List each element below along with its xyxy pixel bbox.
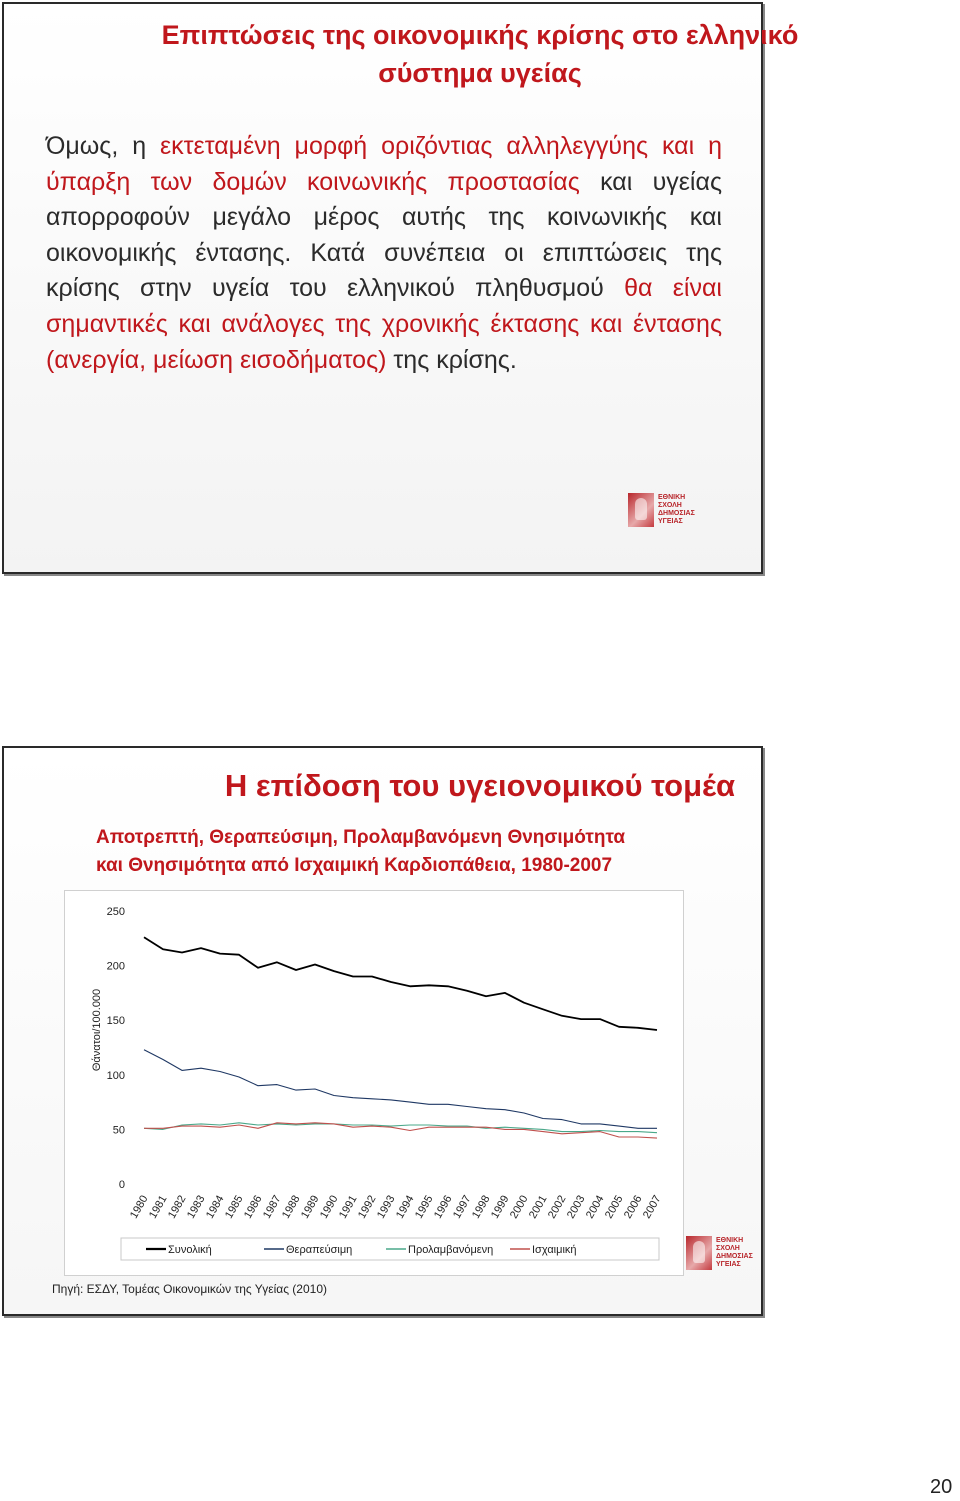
slide1-title: Επιπτώσεις της οικονομικής κρίσης στο ελληνικό σύστημα υγείας bbox=[161, 20, 799, 88]
school-logo bbox=[628, 493, 695, 527]
logo-line: ΣΧΟΛΗ bbox=[658, 502, 682, 509]
logo-line: ΕΘΝΙΚΗ bbox=[716, 1237, 744, 1244]
x-tick-label: 1999 bbox=[488, 1193, 512, 1221]
paragraph-span: θα είναι σημαντικές και ανάλογες της χρονικής έκτασης και έντασης (ανεργία, μείωση εισοδήματος) bbox=[46, 274, 722, 374]
y-tick-label: 100 bbox=[106, 1069, 125, 1082]
x-tick-label: 1983 bbox=[184, 1193, 208, 1221]
logo-line: ΔΗΜΟΣΙΑΣ bbox=[716, 1253, 753, 1260]
legend-label: Συνολική bbox=[168, 1244, 212, 1256]
logo-line: ΣΧΟΛΗ bbox=[716, 1245, 740, 1252]
x-tick-label: 2000 bbox=[507, 1193, 531, 1221]
x-tick-label: 2001 bbox=[526, 1193, 550, 1221]
x-tick-label: 1992 bbox=[355, 1193, 379, 1221]
x-tick-label: 1996 bbox=[431, 1193, 455, 1221]
x-tick-label: 1998 bbox=[469, 1193, 493, 1221]
legend-label: Προλαμβανόμενη bbox=[408, 1244, 494, 1256]
logo-line: ΕΘΝΙΚΗ bbox=[658, 494, 686, 501]
paragraph-span: εκτεταμένη μορφή οριζόντιας αλληλεγγύης και η ύπαρξη των δομών κοινωνικής προστασίας bbox=[46, 132, 722, 196]
logo-text bbox=[716, 1237, 753, 1269]
y-tick-label: 200 bbox=[106, 960, 125, 973]
x-tick-label: 1982 bbox=[165, 1193, 189, 1221]
x-tick-label: 1984 bbox=[203, 1193, 227, 1221]
logo-line: ΥΓΕΙΑΣ bbox=[658, 518, 683, 525]
x-tick-label: 2002 bbox=[545, 1193, 569, 1221]
source-note: Πηγή: ΕΣΔΥ, Τομέας Οικονομικών της Υγείας (2010) bbox=[52, 1282, 327, 1296]
x-tick-label: 1986 bbox=[241, 1193, 265, 1221]
slide2-subtitle: Αποτρεπτή, Θεραπεύσιμη, Προλαμβανόμενη Θνησιμότητα και Θνησιμότητα από Ισχαιμική Καρδιοπάθεια, 1980-2007 bbox=[96, 827, 626, 876]
logo-mark-icon bbox=[628, 493, 654, 527]
x-tick-label: 1990 bbox=[317, 1193, 341, 1221]
x-tick-label: 2007 bbox=[640, 1193, 664, 1221]
legend-label: Θεραπεύσιμη bbox=[286, 1244, 353, 1256]
x-tick-label: 1989 bbox=[298, 1193, 322, 1221]
x-tick-label: 1985 bbox=[222, 1193, 246, 1221]
x-tick-label: 2004 bbox=[583, 1193, 607, 1221]
paragraph-span: και υγείας απορροφούν μεγάλο μέρος αυτής της κοινωνικής και οικονομικής έντασης. Κατά συνέπεια οι επιπτώσεις της κρίσης στην υγεία του ελληνικού πληθυσμού bbox=[46, 167, 722, 303]
y-axis-label: Θάνατοι/100.000 bbox=[91, 988, 103, 1072]
x-tick-label: 1987 bbox=[260, 1193, 284, 1221]
mortality-line-chart bbox=[64, 890, 684, 1276]
y-tick-label: 0 bbox=[118, 1179, 125, 1191]
x-tick-label: 2005 bbox=[602, 1193, 626, 1221]
x-tick-label: 2006 bbox=[621, 1193, 645, 1221]
x-tick-label: 1993 bbox=[374, 1193, 398, 1221]
x-tick-label: 1991 bbox=[336, 1193, 360, 1221]
x-tick-label: 2003 bbox=[564, 1193, 588, 1221]
logo-line: ΥΓΕΙΑΣ bbox=[716, 1261, 741, 1268]
paragraph-span: της κρίσης. bbox=[386, 345, 517, 374]
x-tick-label: 1981 bbox=[146, 1193, 170, 1221]
y-tick-label: 250 bbox=[106, 906, 125, 918]
legend-label: Ισχαιμική bbox=[532, 1244, 577, 1256]
x-tick-label: 1994 bbox=[393, 1193, 417, 1221]
y-tick-label: 50 bbox=[112, 1124, 125, 1137]
paragraph-span: Όμως, η bbox=[46, 132, 161, 160]
logo-mark-icon bbox=[686, 1236, 712, 1270]
x-tick-label: 1988 bbox=[279, 1193, 303, 1221]
x-tick-label: 1997 bbox=[450, 1193, 474, 1221]
slide2-title: Η επίδοση του υγειονομικού τομέα bbox=[224, 768, 736, 803]
x-tick-label: 1995 bbox=[412, 1193, 436, 1221]
page-number: 20 bbox=[930, 1476, 953, 1498]
y-tick-label: 150 bbox=[106, 1015, 125, 1028]
x-tick-label: 1980 bbox=[127, 1193, 151, 1221]
school-logo-small bbox=[686, 1236, 753, 1270]
logo-line: ΔΗΜΟΣΙΑΣ bbox=[658, 510, 695, 517]
logo-text bbox=[658, 494, 695, 526]
slide1-paragraph bbox=[46, 129, 722, 378]
